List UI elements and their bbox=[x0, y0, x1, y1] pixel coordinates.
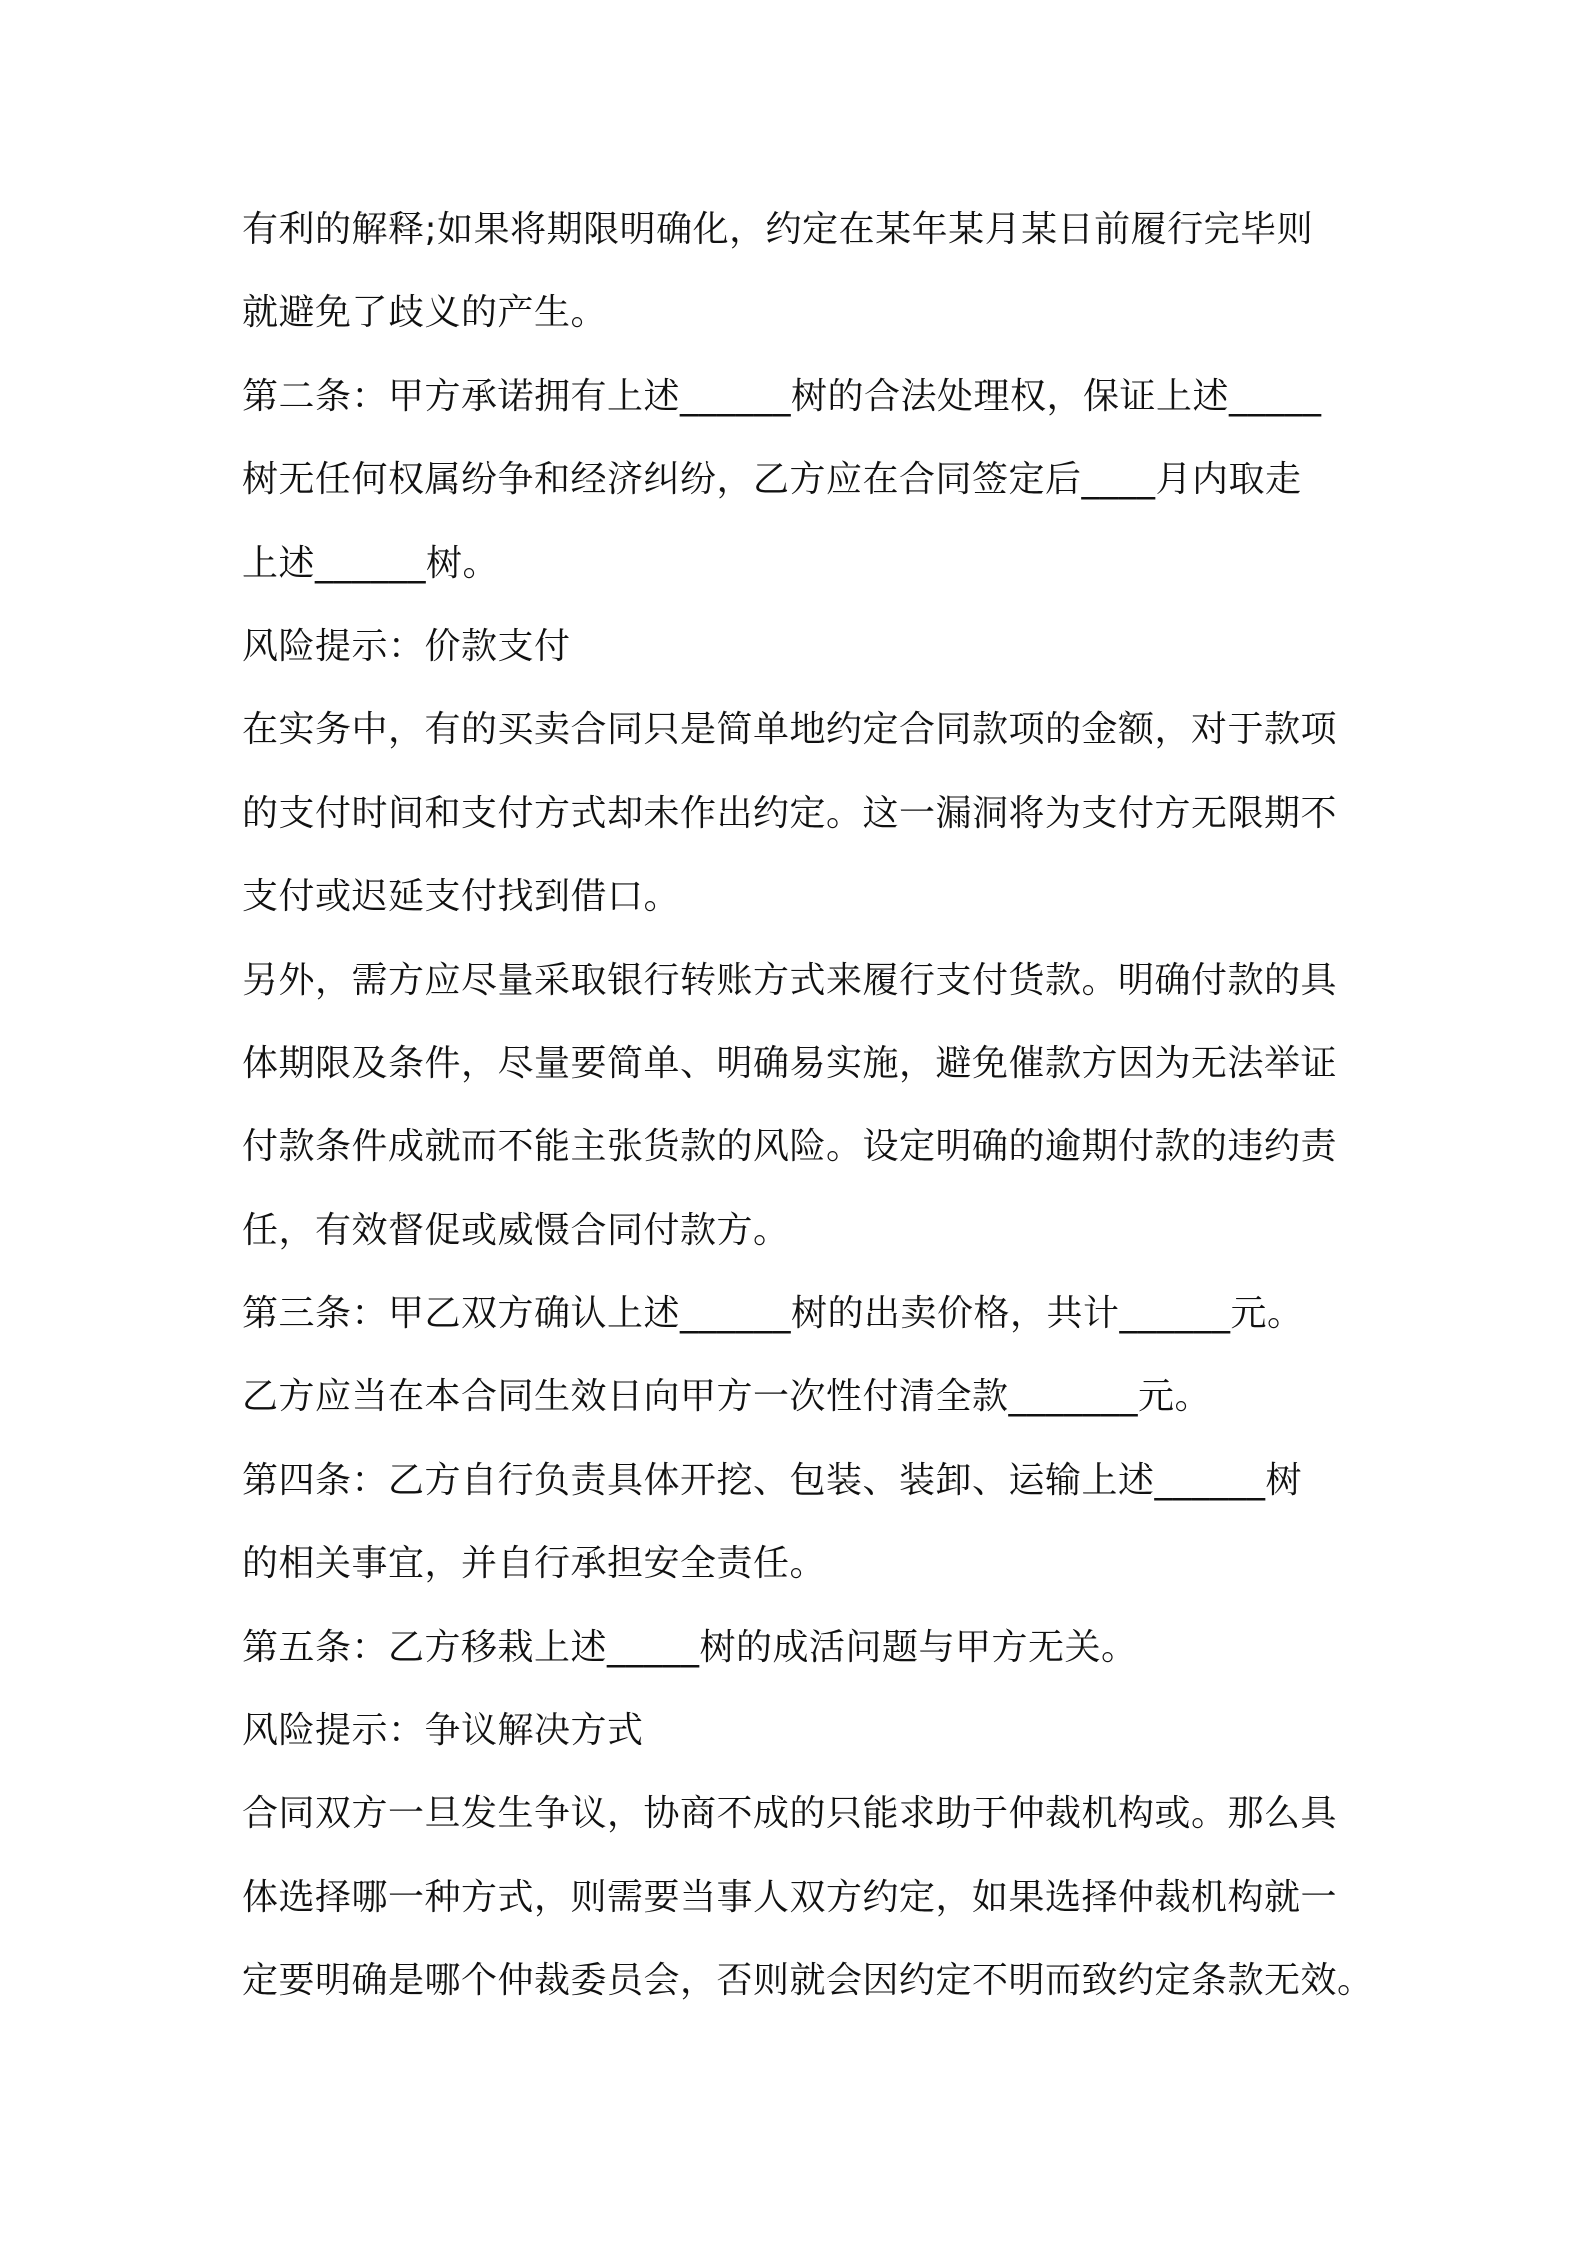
clause-5-line: 第五条：乙方移栽上述_____树的成活问题与甲方无关。 bbox=[242, 1626, 1138, 1668]
text-line: 就避免了歧义的产生。 bbox=[242, 292, 608, 334]
text-line: 树无任何权属纷争和经济纠纷，乙方应在合同签定后____月内取走 bbox=[242, 459, 1302, 501]
text-line: 付款条件成就而不能主张货款的风险。设定明确的逾期付款的违约责 bbox=[242, 1126, 1338, 1168]
risk-heading-dispute: 风险提示：争议解决方式 bbox=[242, 1710, 644, 1752]
text-line: 体期限及条件，尽量要简单、明确易实施，避免催款方因为无法举证 bbox=[242, 1042, 1338, 1084]
text-line: 任，有效督促或威慑合同付款方。 bbox=[242, 1209, 790, 1251]
text-line: 的支付时间和支付方式却未作出约定。这一漏洞将为支付方无限期不 bbox=[242, 792, 1338, 834]
text-line: 的相关事宜，并自行承担安全责任。 bbox=[242, 1543, 827, 1585]
text-line: 合同双方一旦发生争议，协商不成的只能求助于仲裁机构或。那么具 bbox=[242, 1793, 1338, 1835]
text-line: 支付或迟延支付找到借口。 bbox=[242, 876, 681, 918]
text-line: 乙方应当在本合同生效日向甲方一次性付清全款_______元。 bbox=[242, 1376, 1212, 1418]
text-line: 定要明确是哪个仲裁委员会，否则就会因约定不明而致约定条款无效。 bbox=[242, 1960, 1374, 2002]
text-line: 另外，需方应尽量采取银行转账方式来履行支付货款。明确付款的具 bbox=[242, 959, 1338, 1001]
text-line: 在实务中，有的买卖合同只是简单地约定合同款项的金额，对于款项 bbox=[242, 709, 1338, 751]
document-body bbox=[242, 200, 1382, 2035]
text-line: 上述______树。 bbox=[242, 542, 500, 584]
risk-heading-payment: 风险提示：价款支付 bbox=[242, 625, 571, 667]
text-line: 体选择哪一种方式，则需要当事人双方约定，如果选择仲裁机构就一 bbox=[242, 1876, 1338, 1918]
clause-4-line: 第四条：乙方自行负责具体开挖、包装、装卸、运输上述______树 bbox=[242, 1459, 1303, 1501]
clause-3-line: 第三条：甲乙双方确认上述______树的出卖价格，共计______元。 bbox=[242, 1293, 1304, 1335]
text-line: 有利的解释;如果将期限明确化，约定在某年某月某日前履行完毕则 bbox=[242, 209, 1314, 250]
clause-2-line: 第二条：甲方承诺拥有上述______树的合法处理权，保证上述_____ bbox=[242, 375, 1322, 417]
